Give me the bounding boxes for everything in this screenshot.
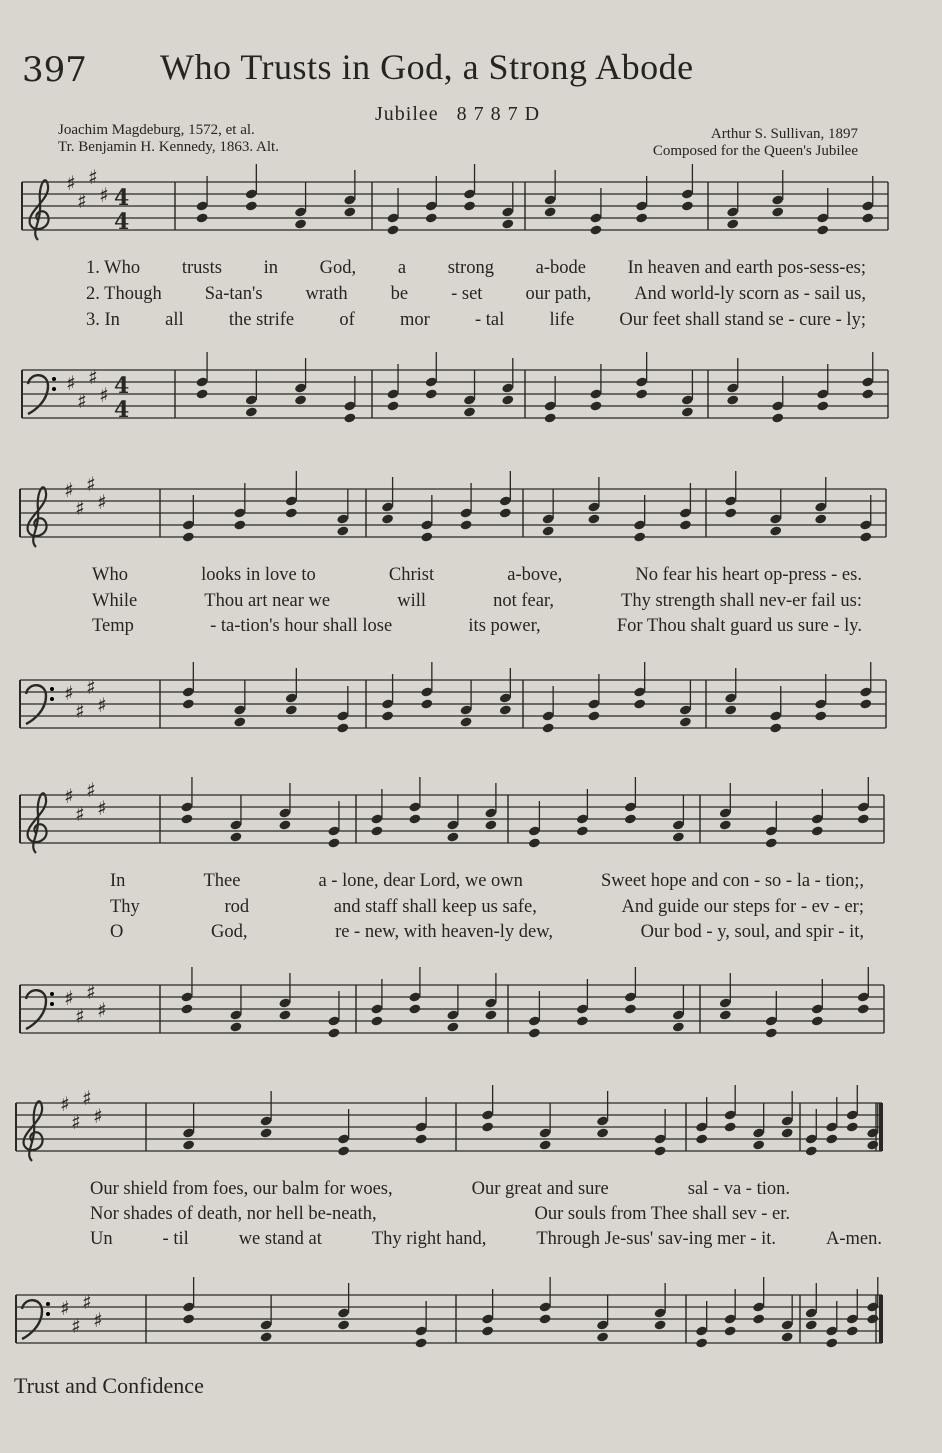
notehead: [229, 831, 242, 842]
lyric-word: life: [549, 310, 575, 330]
final-bar-thick: [879, 1103, 883, 1151]
notehead: [672, 831, 685, 842]
notehead: [765, 837, 778, 848]
time-sig-bottom: 4: [114, 209, 130, 235]
bass-clef-dot: [50, 1002, 54, 1006]
notehead: [370, 1015, 383, 1026]
notehead: [245, 406, 258, 417]
notehead: [596, 1127, 609, 1138]
lyric-word: sal - va - tion.: [687, 1179, 790, 1199]
lyric-word: a - lone, dear Lord, we own: [318, 871, 523, 891]
notehead: [260, 1127, 273, 1138]
bass-clef-icon: [26, 685, 46, 724]
sharp-icon: ♯: [75, 1004, 85, 1028]
notehead: [635, 212, 648, 223]
lyric-word: Our souls from Thee shall sev - er.: [534, 1204, 790, 1224]
footer-category: Trust and Confidence: [14, 1373, 204, 1398]
bass-clef-dot: [50, 992, 54, 996]
notehead: [719, 819, 732, 830]
sharp-icon: ♯: [93, 1104, 103, 1128]
notehead: [420, 698, 433, 709]
notehead: [805, 1145, 818, 1156]
final-bar-thick: [879, 1295, 883, 1343]
sharp-icon: ♯: [64, 478, 74, 502]
notehead: [260, 1331, 273, 1342]
lyric-word: will: [397, 591, 426, 611]
sharp-icon: ♯: [97, 796, 107, 820]
sharp-icon: ♯: [60, 1296, 70, 1320]
notehead: [327, 837, 340, 848]
notehead: [846, 1121, 859, 1132]
lyric-word: Thy strength shall nev-er fail us:: [621, 591, 862, 611]
notehead: [542, 722, 555, 733]
sharp-icon: ♯: [97, 693, 107, 717]
lyric-word: Temp: [92, 616, 134, 636]
notehead: [182, 531, 195, 542]
sharp-icon: ♯: [66, 171, 76, 195]
lyric-word: - set: [451, 284, 483, 304]
lyric-word: 2. Though: [86, 284, 162, 304]
notehead: [576, 825, 589, 836]
time-sig-bottom: 4: [114, 397, 130, 423]
notehead: [695, 1133, 708, 1144]
sharp-icon: ♯: [82, 1086, 92, 1110]
sharp-icon: ♯: [71, 1314, 81, 1338]
lyric-word: Thy right hand,: [371, 1229, 487, 1249]
sharp-icon: ♯: [77, 389, 87, 413]
notehead: [624, 1003, 637, 1014]
lyric-word: and staff shall keep us safe,: [333, 897, 537, 917]
sharp-icon: ♯: [93, 1308, 103, 1332]
bass-clef-icon: [22, 1300, 42, 1339]
lyric-word: - tal: [475, 310, 505, 330]
bass-clef-dot: [50, 687, 54, 691]
notehead: [781, 1127, 794, 1138]
notehead: [589, 400, 602, 411]
notehead: [857, 1003, 870, 1014]
translator-line: Tr. Benjamin H. Kennedy, 1863. Alt.: [58, 139, 279, 155]
lyric-word: In heaven and earth pos-sess-es;: [627, 258, 866, 278]
notehead: [501, 394, 514, 405]
bass-clef-icon: [28, 375, 48, 414]
sharp-icon: ♯: [64, 681, 74, 705]
notehead: [463, 406, 476, 417]
notehead: [811, 825, 824, 836]
notehead: [542, 525, 555, 536]
lyric-word: a-bode: [535, 258, 586, 278]
sharp-icon: ♯: [99, 183, 109, 207]
lyric-word: And guide our steps for - ev - er;: [621, 897, 864, 917]
notehead: [633, 531, 646, 542]
lyric-word: looks in love to: [201, 565, 316, 585]
lyric-word: Christ: [388, 565, 435, 585]
notehead: [233, 519, 246, 530]
notehead: [415, 1337, 428, 1348]
notehead: [814, 513, 827, 524]
notehead: [765, 1027, 778, 1038]
notehead: [654, 1145, 667, 1156]
lyric-word: Sweet hope and con - so - la - tion;,: [600, 871, 864, 891]
lyric-line: [86, 258, 866, 279]
notehead: [866, 1313, 879, 1324]
lyric-line: [90, 1204, 790, 1225]
lyric-line: [92, 616, 862, 637]
notehead: [446, 831, 459, 842]
sharp-icon: ♯: [75, 802, 85, 826]
notehead: [327, 1027, 340, 1038]
notehead: [866, 1139, 879, 1150]
tune-meter: 8 7 8 7 D: [456, 103, 541, 125]
lyric-word: its power,: [468, 616, 541, 636]
sharp-icon: ♯: [97, 998, 107, 1022]
lyric-word: Our bod - y, soul, and spir - it,: [640, 922, 864, 942]
notehead: [196, 212, 209, 223]
sharp-icon: ♯: [64, 986, 74, 1010]
sharp-icon: ♯: [60, 1092, 70, 1116]
sharp-icon: ♯: [71, 1110, 81, 1134]
notehead: [624, 813, 637, 824]
notehead: [381, 513, 394, 524]
lyric-word: Thy: [110, 897, 140, 917]
hymn-number: 397: [22, 50, 87, 90]
notehead: [724, 1325, 737, 1336]
sharp-icon: ♯: [75, 496, 85, 520]
notehead: [420, 531, 433, 542]
notehead: [278, 1009, 291, 1020]
notehead: [294, 394, 307, 405]
lyric-word: wrath: [305, 284, 348, 304]
notehead: [463, 200, 476, 211]
lyric-line: [92, 565, 862, 586]
lyric-word: And world-ly scorn as - sail us,: [634, 284, 866, 304]
notehead: [481, 1325, 494, 1336]
notehead: [528, 837, 541, 848]
lyric-word: Thee: [203, 871, 241, 891]
lyric-word: Sa-tan's: [204, 284, 263, 304]
notehead: [825, 1337, 838, 1348]
notehead: [769, 525, 782, 536]
notehead: [544, 206, 557, 217]
lyric-word: the strife: [228, 310, 295, 330]
lyric-word: Through Je-sus' sav-ing mer - it.: [536, 1229, 777, 1249]
notehead: [726, 394, 739, 405]
notehead: [589, 224, 602, 235]
lyric-word: a: [397, 258, 407, 278]
notehead: [245, 200, 258, 211]
lyric-word: Our great and sure: [471, 1179, 609, 1199]
notehead: [752, 1139, 765, 1150]
treble-clef-icon: [30, 180, 49, 240]
sharp-icon: ♯: [75, 699, 85, 723]
notehead: [539, 1139, 552, 1150]
bass-clef-icon: [26, 990, 46, 1029]
notehead: [695, 1337, 708, 1348]
lyric-word: O: [110, 922, 124, 942]
notehead: [484, 1009, 497, 1020]
sharp-icon: ♯: [86, 778, 96, 802]
notehead: [814, 710, 827, 721]
lyric-word: in: [263, 258, 278, 278]
lyric-line: [90, 1229, 882, 1250]
lyric-word: a-bove,: [507, 565, 563, 585]
treble-clef-icon: [24, 1101, 43, 1161]
notehead: [857, 813, 870, 824]
lyric-word: our path,: [525, 284, 592, 304]
sharp-icon: ♯: [86, 980, 96, 1004]
notehead: [294, 218, 307, 229]
notehead: [408, 1003, 421, 1014]
notehead: [672, 1021, 685, 1032]
lyric-line: [86, 284, 866, 305]
tune-name: Jubilee: [375, 103, 439, 125]
notehead: [539, 1313, 552, 1324]
lyric-word: Who: [92, 565, 128, 585]
lyric-line: [92, 591, 862, 612]
lyric-word: While: [92, 591, 138, 611]
notehead: [679, 519, 692, 530]
lyric-word: God,: [319, 258, 357, 278]
notehead: [285, 704, 298, 715]
notehead: [233, 716, 246, 727]
notehead: [771, 206, 784, 217]
notehead: [633, 698, 646, 709]
notehead: [499, 704, 512, 715]
notehead: [781, 1331, 794, 1342]
notehead: [182, 698, 195, 709]
notehead: [370, 825, 383, 836]
notehead: [425, 388, 438, 399]
sharp-icon: ♯: [86, 472, 96, 496]
notehead: [724, 1121, 737, 1132]
lyric-word: strong: [447, 258, 494, 278]
notehead: [811, 1015, 824, 1026]
lyric-word: re - new, with heaven-ly dew,: [335, 922, 554, 942]
notehead: [460, 519, 473, 530]
notehead: [196, 388, 209, 399]
lyric-word: 3. In: [86, 310, 120, 330]
sharp-icon: ♯: [77, 189, 87, 213]
notehead: [587, 513, 600, 524]
lyric-word: For Thou shalt guard us sure - ly.: [616, 616, 862, 636]
notehead: [859, 698, 872, 709]
notehead: [387, 400, 400, 411]
time-sig-top: 4: [114, 185, 130, 211]
lyric-word: Un: [90, 1229, 113, 1249]
sharp-icon: ♯: [82, 1290, 92, 1314]
lyric-word: Thou art near we: [204, 591, 331, 611]
composer-note: Composed for the Queen's Jubilee: [652, 143, 858, 159]
lyric-line: [110, 871, 864, 892]
notehead: [343, 206, 356, 217]
notehead: [724, 507, 737, 518]
lyric-word: - til: [162, 1229, 189, 1249]
notehead: [415, 1133, 428, 1144]
lyric-word: Nor shades of death, nor hell be-neath,: [90, 1204, 377, 1224]
bass-clef-dot: [52, 387, 56, 391]
notehead: [484, 819, 497, 830]
notehead: [587, 710, 600, 721]
notehead: [635, 388, 648, 399]
notehead: [596, 1331, 609, 1342]
time-sig-top: 4: [114, 373, 130, 399]
notehead: [336, 525, 349, 536]
notehead: [387, 224, 400, 235]
lyric-line: [86, 310, 866, 331]
sharp-icon: ♯: [97, 490, 107, 514]
notehead: [681, 200, 694, 211]
notehead: [343, 412, 356, 423]
notehead: [681, 406, 694, 417]
notehead: [337, 1319, 350, 1330]
lyric-word: we stand at: [238, 1229, 322, 1249]
notehead: [816, 400, 829, 411]
lyric-word: Our feet shall stand se - cure - ly;: [619, 310, 866, 330]
notehead: [805, 1319, 818, 1330]
treble-clef-icon: [28, 487, 47, 547]
notehead: [769, 722, 782, 733]
sharp-icon: ♯: [64, 784, 74, 808]
sharp-icon: ♯: [88, 165, 98, 189]
lyric-word: trusts: [181, 258, 222, 278]
notehead: [337, 1145, 350, 1156]
notehead: [481, 1121, 494, 1132]
notehead: [180, 813, 193, 824]
bass-clef-dot: [52, 377, 56, 381]
lyric-word: 1. Who: [86, 258, 141, 278]
notehead: [861, 212, 874, 223]
notehead: [381, 710, 394, 721]
notehead: [278, 819, 291, 830]
notehead: [182, 1139, 195, 1150]
lyric-word: of: [339, 310, 355, 330]
notehead: [182, 1313, 195, 1324]
sharp-icon: ♯: [88, 365, 98, 389]
notehead: [861, 388, 874, 399]
notehead: [654, 1319, 667, 1330]
sharp-icon: ♯: [86, 675, 96, 699]
notehead: [859, 531, 872, 542]
bass-clef-dot: [50, 697, 54, 701]
notehead: [501, 218, 514, 229]
lyric-word: Our shield from foes, our balm for woes,: [90, 1179, 393, 1199]
lyric-word: In: [110, 871, 126, 891]
notehead: [446, 1021, 459, 1032]
notehead: [846, 1325, 859, 1336]
hymn-title: Who Trusts in God, a Strong Abode: [160, 47, 694, 87]
treble-clef-icon: [28, 793, 47, 853]
notehead: [726, 218, 739, 229]
notehead: [816, 224, 829, 235]
composer-line: Arthur S. Sullivan, 1897: [710, 126, 858, 142]
notehead: [460, 716, 473, 727]
notehead: [229, 1021, 242, 1032]
notehead: [825, 1133, 838, 1144]
bass-clef-dot: [46, 1302, 50, 1306]
lyric-word: No fear his heart op-press - es.: [635, 565, 862, 585]
notehead: [336, 722, 349, 733]
bass-clef-dot: [46, 1312, 50, 1316]
notehead: [719, 1009, 732, 1020]
lyric-line: [110, 897, 864, 918]
lyric-word: not fear,: [493, 591, 554, 611]
notehead: [576, 1015, 589, 1026]
notehead: [679, 716, 692, 727]
notehead: [771, 412, 784, 423]
lyric-line: [110, 922, 864, 943]
notehead: [180, 1003, 193, 1014]
notehead: [752, 1313, 765, 1324]
notehead: [528, 1027, 541, 1038]
notehead: [544, 412, 557, 423]
lyric-word: mor: [399, 310, 430, 330]
sharp-icon: ♯: [99, 383, 109, 407]
lyric-word: A-men.: [825, 1229, 882, 1249]
lyric-word: - ta-tion's hour shall lose: [210, 616, 393, 636]
lyric-word: God,: [210, 922, 248, 942]
lyric-word: be: [390, 284, 409, 304]
notehead: [724, 704, 737, 715]
lyric-word: rod: [224, 897, 250, 917]
lyric-line: [90, 1179, 790, 1200]
notehead: [408, 813, 421, 824]
lyric-word: all: [165, 310, 184, 330]
notehead: [285, 507, 298, 518]
author-line: Joachim Magdeburg, 1572, et al.: [58, 122, 255, 138]
sharp-icon: ♯: [66, 371, 76, 395]
notehead: [499, 507, 512, 518]
notehead: [425, 212, 438, 223]
